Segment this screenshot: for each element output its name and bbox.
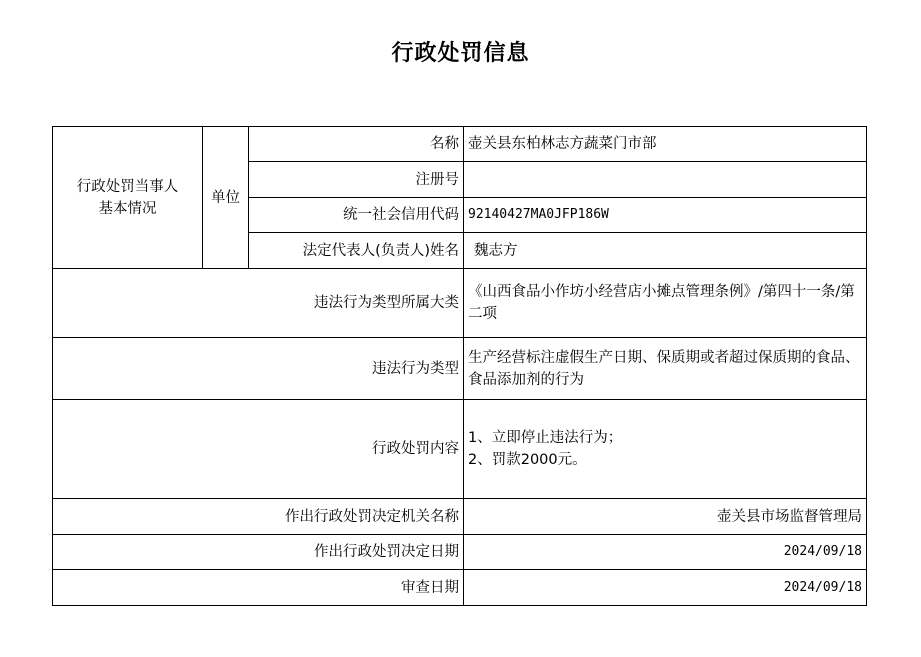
- field-value-name: 壶关县东柏林志方蔬菜门市部: [464, 127, 867, 162]
- review-date-label: 审查日期: [53, 570, 464, 606]
- field-label-name: 名称: [249, 127, 464, 162]
- penalty-content-label: 行政处罚内容: [53, 400, 464, 499]
- field-label-credit-code: 统一社会信用代码: [249, 198, 464, 233]
- field-label-registration-number: 注册号: [249, 162, 464, 198]
- field-value-credit-code: 92140427MA0JFP186W: [464, 198, 867, 233]
- table-row: [53, 400, 867, 499]
- field-label-legal-representative: 法定代表人(负责人)姓名: [249, 233, 464, 269]
- table-row: [53, 338, 867, 400]
- violation-type-label: 违法行为类型: [53, 338, 464, 400]
- table-row: [53, 499, 867, 535]
- review-date-value: 2024/09/18: [464, 570, 867, 606]
- page-title: 行政处罚信息: [391, 41, 530, 66]
- penalty-item: 1、立即停止违法行为；: [468, 430, 623, 446]
- table-row: [53, 127, 867, 162]
- penalty-info-table: [52, 126, 867, 606]
- decision-date-label: 作出行政处罚决定日期: [53, 535, 464, 570]
- unit-label: 单位: [203, 127, 249, 269]
- party-section-label-line1: 行政处罚当事人: [76, 178, 179, 195]
- violation-category-label: 违法行为类型所属大类: [53, 269, 464, 338]
- violation-category-value: 《山西食品小作坊小经营店小摊点管理条例》/第四十一条/第二项: [464, 269, 867, 338]
- table-row: [53, 269, 867, 338]
- field-value-legal-representative: 魏志方: [464, 233, 867, 269]
- violation-type-value: 生产经营标注虚假生产日期、保质期或者超过保质期的食品、食品添加剂的行为: [464, 338, 867, 400]
- decision-date-value: 2024/09/18: [464, 535, 867, 570]
- table-row: [53, 570, 867, 606]
- penalty-content-value: [464, 400, 867, 499]
- authority-value: 壶关县市场监督管理局: [464, 499, 867, 535]
- penalty-item: 2、罚款2000元。: [468, 452, 587, 468]
- party-section-label-line2: 基本情况: [98, 200, 157, 217]
- field-value-registration-number: [464, 162, 867, 198]
- party-section-label: [53, 127, 203, 269]
- authority-label: 作出行政处罚决定机关名称: [53, 499, 464, 535]
- table-row: [53, 535, 867, 570]
